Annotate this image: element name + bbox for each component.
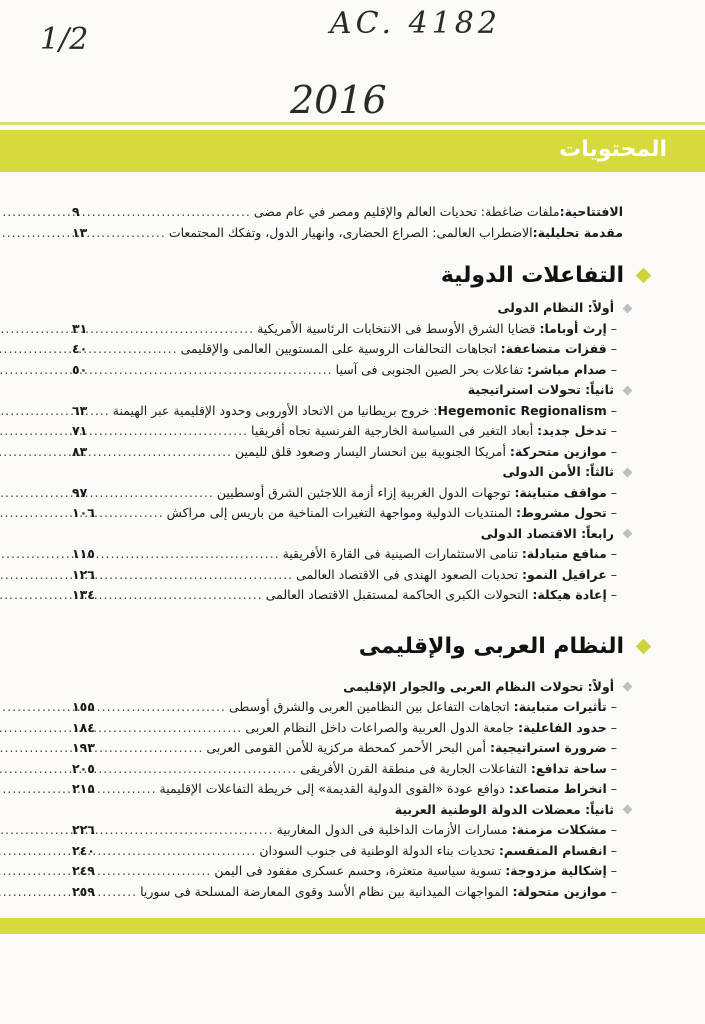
entry-label: حدود الفاعلية: [517, 719, 607, 735]
subsection-heading: ثانياً: تحولات استراتيجية [72, 380, 623, 401]
diamond-bullet-icon [623, 682, 633, 692]
entry-title: دوافع عودة «القوى الدولية القديمة» إلى خريطة التفاعلات الإقليمية [159, 781, 505, 796]
page-number: ١٢٦ [72, 566, 95, 582]
toc-entry: –تدخل جديد: أبعاد التغير فى السياسة الخارجية الفرنسية تجاه أفريقيا ..... ٧١ [72, 421, 623, 442]
subsection-heading: ثالثاً: الأمن الدولى [72, 462, 623, 483]
dot-leader [90, 442, 232, 463]
entry-title: المنتديات الدولية ومواجهة التغيرات المناخية من باريس إلى مراكش [166, 505, 513, 520]
dot-leader [98, 841, 256, 862]
toc-entry: –انخراط متصاعد: دوافع عودة «القوى الدولية القديمة» إلى خريطة التفاعلات الإقليمية ..... ٢١٥ [72, 779, 623, 800]
dot-leader [98, 585, 263, 606]
toc-entry: –Hegemonic Regionalism: خروج بريطانيا من الاتحاد الأوروبى وحدود الإقليمية عبر الهيمنة ..... ٦٣ [72, 401, 623, 422]
entry-label: تحول مشروط: [516, 505, 607, 520]
dot-leader [98, 759, 297, 780]
page-number: ٢٤٠ [72, 842, 95, 858]
entry-label: ساحة تدافع: [530, 760, 607, 776]
toc-entry: –إعادة هيكلة: التحولات الكبرى الحاكمة لمستقبل الاقتصاد العالمى ..... ١٣٤ [72, 585, 623, 606]
header-top-rule [0, 122, 705, 125]
entry-label: إشكالية مزدوجة: [505, 863, 607, 878]
page-number: ١١٥ [72, 546, 95, 561]
page-number: ٩٧ [72, 484, 88, 500]
toc-entry: –إرث أوباما: قضايا الشرق الأوسط فى الانتخابات الرئاسية الأمريكية ..... ٣١ [72, 319, 623, 340]
entry-label: قفزات متضاعفة: [500, 341, 607, 356]
entry-title: : خروج بريطانيا من الاتحاد الأوروبى وحدود الإقليمية عبر الهيمنة [112, 402, 438, 418]
diamond-bullet-icon [623, 385, 633, 395]
toc-entry: –مواقف متباينة: توجهات الدول الغربية إزاء أزمة اللاجئين الشرق أوسطيين ..... ٩٧ [72, 483, 623, 504]
diamond-bullet-icon [623, 529, 633, 539]
section-heading-international: التفاعلات الدولية [72, 263, 649, 288]
entry-title: ملفات ضاغطة: تحديات العالم والإقليم ومصر في عام مضى [253, 204, 560, 219]
page-number: ٤٠ [72, 341, 88, 356]
subsection-heading: أولاً: تحولات النظام العربى والجوار الإقليمى [72, 677, 623, 698]
section-heading-arab-regional: النظام العربى والإقليمى [72, 634, 649, 659]
entry-title: أبعاد التغير فى السياسة الخارجية الفرنسية تجاه أفريقيا [251, 423, 534, 438]
toc-entry: –موازين متحركة: أمريكا الجنوبية بين انحسار اليسار وصعود قلق لليمين ..... ٨٣ [72, 442, 623, 463]
page-number: ٦٣ [72, 402, 88, 418]
entry-title: مسارات الأزمات الداخلية فى الدول المغاربية [276, 822, 508, 837]
dot-leader [98, 882, 137, 903]
entry-title: المواجهات الميدانية بين نظام الأسد وقوى المعارضة المسلحة فى سوريا [140, 883, 509, 899]
toc-entry: –عراقيل النمو: تحديات الصعود الهندى فى الاقتصاد العالمى ..... ١٢٦ [72, 565, 623, 586]
handwritten-accession-number: AC. 4182 [330, 6, 501, 41]
entry-title: اتجاهات التفاعل بين النظامين العربى والشرق أوسطى [228, 699, 510, 714]
entry-label: تأثيرات متباينة: [513, 699, 607, 714]
toc-entry: –إشكالية مزدوجة: تسوية سياسية متعثرة، وحسم عسكرى مفقود فى اليمن ..... ٢٤٩ [72, 861, 623, 882]
subsection-heading: أولاً: النظام الدولى [72, 298, 623, 319]
dot-leader [90, 319, 254, 340]
dot-leader [90, 339, 177, 360]
page-number: ١٠٦ [72, 505, 95, 520]
entry-title: تنامى الاستثمارات الصينية فى القارة الأفريقية [282, 546, 518, 561]
dot-leader [98, 697, 226, 718]
toc-entry: –ساحة تدافع: التفاعلات الجارية فى منطقة القرن الأفريقى ..... ٢٠٥ [72, 759, 623, 780]
entry-title: التفاعلات الجارية فى منطقة القرن الأفريقى [300, 760, 527, 776]
dot-leader [90, 401, 109, 422]
diamond-bullet-icon [636, 638, 652, 654]
entry-title: أمريكا الجنوبية بين انحسار اليسار وصعود قلق لليمين [235, 443, 506, 459]
entry-title: تسوية سياسية متعثرة، وحسم عسكرى مفقود فى اليمن [214, 863, 502, 878]
toc-entry: –حدود الفاعلية: جامعة الدول العربية والصراعات داخل النظام العربى ..... ١٨٤ [72, 718, 623, 739]
entry-title: تحديات بناء الدولة الوطنية فى جنوب السودان [259, 842, 495, 858]
dot-leader [98, 779, 157, 800]
entry-title: التحولات الكبرى الحاكمة لمستقبل الاقتصاد العالمى [265, 587, 529, 602]
toc-entry: –تحول مشروط: المنتديات الدولية ومواجهة التغيرات المناخية من باريس إلى مراكش ..... ١٠٦ [72, 503, 623, 524]
page-number: ٨٣ [72, 443, 88, 459]
dot-leader [98, 820, 274, 841]
entry-label: Hegemonic Regionalism [437, 402, 607, 418]
page-number: ٢٥٩ [72, 883, 95, 899]
entry-label: مشكلات مزمنة: [511, 822, 607, 837]
entry-label: عراقيل النمو: [522, 566, 607, 582]
page-number: ٢٢٦ [72, 822, 95, 837]
dot-leader [83, 202, 251, 223]
entry-title: تحديات الصعود الهندى فى الاقتصاد العالمى [296, 566, 519, 582]
toc-entry: –تأثيرات متباينة: اتجاهات التفاعل بين النظامين العربى والشرق أوسطى ..... ١٥٥ [72, 697, 623, 718]
page-number: ١٩٣ [72, 740, 95, 755]
toc-entry: –ضرورة استراتيجية: أمن البحر الأحمر كمحطة مركزية للأمن القومى العربى ..... ١٩٣ [72, 738, 623, 759]
page-number: ٥٠ [72, 361, 88, 377]
entry-label: موازين متحركة: [509, 443, 607, 459]
page-title: المحتويات [559, 137, 667, 162]
toc-entry: –انقسام المنقسم: تحديات بناء الدولة الوطنية فى جنوب السودان ..... ٢٤٠ [72, 841, 623, 862]
entry-title: أمن البحر الأحمر كمحطة مركزية للأمن القومى العربى [206, 740, 486, 755]
toc-entry: –منافع متبادلة: تنامى الاستثمارات الصينية فى القارة الأفريقية ..... ١١٥ [72, 544, 623, 565]
entry-label: مقدمة تحليلية: [532, 224, 623, 240]
footer-band [0, 918, 705, 934]
entry-label: مواقف متباينة: [514, 484, 607, 500]
entry-label: الافتتاحية: [559, 204, 623, 219]
dot-leader [90, 421, 248, 442]
toc-entry: –مشكلات مزمنة: مسارات الأزمات الداخلية فى الدول المغاربية ..... ٢٢٦ [72, 820, 623, 841]
diamond-bullet-icon [623, 303, 633, 313]
page-number: ٧١ [72, 423, 88, 438]
dot-leader [98, 738, 204, 759]
table-of-contents [72, 202, 623, 902]
subsection-heading: رابعاً: الاقتصاد الدولى [72, 524, 623, 545]
entry-label: ضرورة استراتيجية: [489, 740, 607, 755]
entry-label: انقسام المنقسم: [498, 842, 607, 858]
page-number: ١٣ [72, 224, 88, 240]
entry-label: تدخل جديد: [537, 423, 607, 438]
dot-leader [90, 223, 166, 244]
entry-label: موازين متحولة: [512, 883, 607, 899]
toc-entry: –قفزات متضاعفة: اتجاهات التحالفات الروسية على المستويين العالمى والإقليمى ..... ٤٠ [72, 339, 623, 360]
entry-label: انخراط متصاعد: [508, 781, 607, 796]
toc-entry: –صدام مباشر: تفاعلات بحر الصين الجنوبى فى آسيا ..... ٥٠ [72, 360, 623, 381]
page-number: ١٣٤ [72, 587, 95, 602]
diamond-bullet-icon [623, 805, 633, 815]
diamond-bullet-icon [636, 268, 652, 284]
entry-label: إعادة هيكلة: [532, 587, 607, 602]
dot-leader [98, 503, 164, 524]
toc-entry-opening [72, 202, 623, 223]
header-band [0, 130, 705, 172]
page-number: ٩ [72, 204, 80, 219]
entry-label: إرث أوباما: [539, 320, 607, 336]
page-number: ٣١ [72, 320, 88, 336]
handwritten-year: 2016 [290, 78, 387, 122]
entry-label: صدام مباشر: [527, 361, 607, 377]
subsection-heading: ثانياً: معضلات الدولة الوطنية العربية [72, 800, 623, 821]
handwritten-corner-note: 1/2 [40, 22, 89, 57]
page-number: ١٨٤ [72, 719, 95, 735]
dot-leader [90, 360, 332, 381]
page-number: ١٥٥ [72, 699, 95, 714]
toc-entry-analytical-intro [72, 223, 623, 244]
entry-title: الاضطراب العالمى: الصراع الحضارى، وانهيار الدول، وتفكك المجتمعات [168, 224, 533, 240]
entry-title: جامعة الدول العربية والصراعات داخل النظام العربى [245, 719, 514, 735]
toc-entry: –موازين متحولة: المواجهات الميدانية بين نظام الأسد وقوى المعارضة المسلحة فى سوريا ..... ٢٥٩ [72, 882, 623, 903]
entry-title: قضايا الشرق الأوسط فى الانتخابات الرئاسية الأمريكية [257, 320, 536, 336]
page-number: ٢٠٥ [72, 760, 95, 776]
entry-label: منافع متبادلة: [521, 546, 607, 561]
dot-leader [98, 718, 242, 739]
dot-leader [98, 565, 293, 586]
dot-leader [90, 483, 214, 504]
page-number: ٢٤٩ [72, 863, 95, 878]
page-number: ٢١٥ [72, 781, 95, 796]
diamond-bullet-icon [623, 467, 633, 477]
dot-leader [98, 861, 211, 882]
entry-title: تفاعلات بحر الصين الجنوبى فى آسيا [335, 361, 524, 377]
entry-title: اتجاهات التحالفات الروسية على المستويين العالمى والإقليمى [180, 341, 497, 356]
entry-title: توجهات الدول الغربية إزاء أزمة اللاجئين الشرق أوسطيين [216, 484, 511, 500]
dot-leader [98, 544, 280, 565]
